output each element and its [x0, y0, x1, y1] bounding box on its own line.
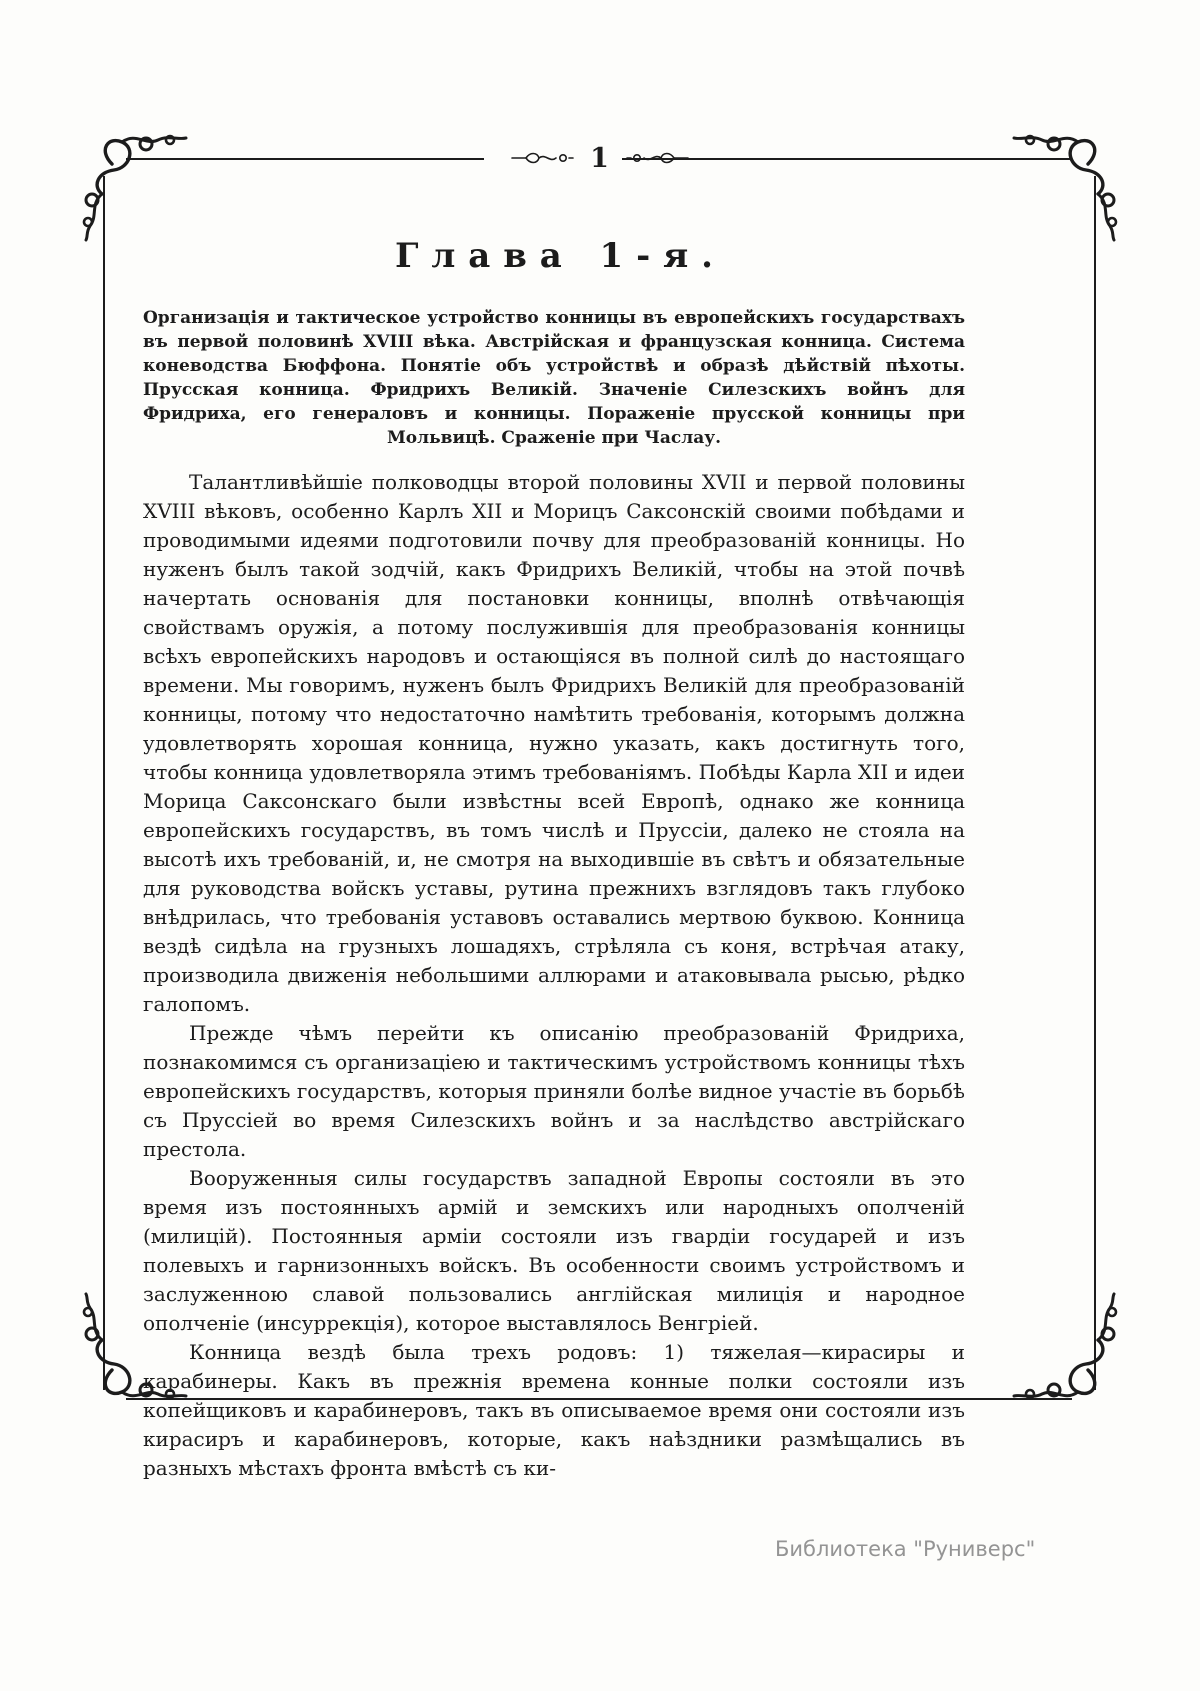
frame-left-border — [103, 176, 105, 1390]
page-content — [143, 236, 965, 1483]
page-number: 1 — [590, 142, 610, 174]
body-paragraph-2: Прежде чѣмъ перейти къ описанію преобразованій Фридриха, познакомимся съ организаціею и тактическимъ устройствомъ конницы тѣхъ европейскихъ государствъ, которыя приняли болѣе видное участіе въ борьбѣ съ Пруссіей во время Силезскихъ войнъ и за наслѣдство австрійскаго престола. — [143, 1021, 965, 1161]
header-flourish-right-icon — [626, 150, 690, 166]
page-header — [104, 140, 1096, 176]
body-paragraph-3: Вооруженныя силы государствъ западной Европы состояли въ это время изъ постоянныхъ армій и земскихъ или народныхъ ополченій (милицій). Постоянныя арміи состояли изъ гвардіи государей и изъ полевыхъ и гарнизонныхъ войскъ. Въ особенности своимъ устройствомъ и заслуженною славой пользовались англійская милиція и народное ополченіе (инсуррекція), которое выставлялось Венгріей. — [143, 1166, 965, 1335]
header-flourish-left-icon — [510, 150, 574, 166]
frame-right-border — [1094, 176, 1096, 1390]
corner-flourish-bottom-right-icon — [1010, 1292, 1122, 1404]
chapter-summary: Организація и тактическое устройство конницы въ европейскихъ государствахъ въ первой половинѣ XVIII вѣка. Австрійская и французская конница. Система коневодства Бюффона. Понятіе объ устройствѣ и образѣ дѣйствій пѣхоты. Прусская конница. Фридрихъ Великій. Значеніе Силезскихъ войнъ для Фридриха, его генераловъ и конницы. Пораженіе прусской конницы при Мольвицѣ. Сраженіе при Часлау. — [143, 308, 965, 448]
body-paragraph-4: Конница вездѣ была трехъ родовъ: 1) тяжелая—кирасиры и карабинеры. Какъ въ прежнія времена конные полки состояли изъ копейщиковъ и карабинеровъ, такъ въ описываемое время они состояли изъ кирасиръ и карабинеровъ, которые, какъ наѣздники размѣщались въ разныхъ мѣстахъ фронта вмѣстѣ съ ки- — [143, 1340, 965, 1480]
body-paragraph-1: Талантливѣйшіе полководцы второй половины XVII и первой половины XVIII вѣковъ, особенно Карлъ XII и Морицъ Саксонскій своими побѣдами и проводимыми идеями подготовили почву для преобразованій конницы. Но нуженъ былъ такой зодчій, какъ Фридрихъ Великій, чтобы на этой почвѣ начертать основанія для постановки конницы, вполнѣ отвѣчающія свойствамъ оружія, а потому послужившія для преобразованія конницы всѣхъ европейскихъ народовъ и остающіяся въ полной силѣ до настоящаго времени. Мы говоримъ, нуженъ былъ Фридрихъ Великій для преобразованій конницы, потому что недостаточно намѣтить требованія, которымъ должна удовлетворять хорошая конница, нужно указать, какъ достигнуть того, чтобы конница удовлетворяла этимъ требованіямъ. Побѣды Карла XII и идеи Морица Саксонскаго были извѣстны всей Европѣ, однако же конница европейскихъ государствъ, въ томъ числѣ и Пруссіи, далеко не стояла на высотѣ ихъ требованій, и, не смотря на выходившіе въ свѣтъ и обязательные для руководства войскъ уставы, рутина прежнихъ взглядовъ такъ глубоко внѣдрилась, что требованія уставовъ оставались мертвою буквою. Конница вездѣ сидѣла на грузныхъ лошадяхъ, стрѣляла съ коня, встрѣчая атаку, производила движенія небольшими аллюрами и атаковывала рысью, рѣдко галопомъ. — [143, 470, 965, 1016]
library-watermark: Библиотека "Руниверс" — [775, 1537, 1036, 1561]
chapter-title: Глава 1-я. — [395, 236, 726, 276]
